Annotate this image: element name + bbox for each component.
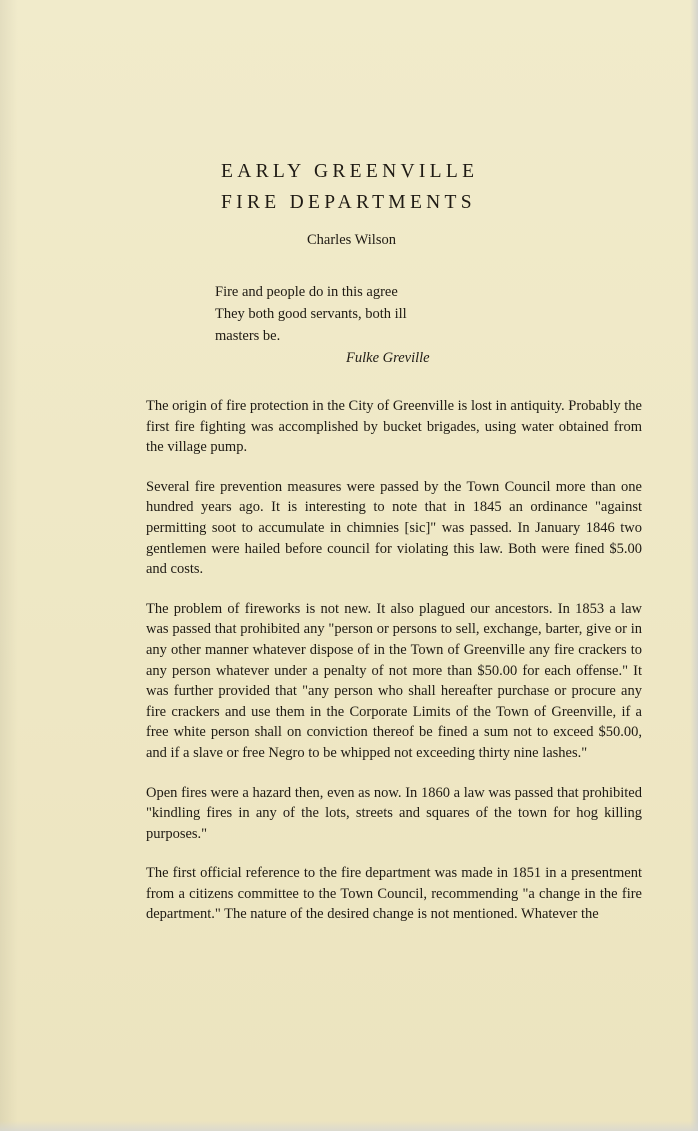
article-title bbox=[221, 156, 478, 218]
epigraph-attribution: Fulke Greville bbox=[346, 350, 430, 366]
page-right-edge bbox=[690, 0, 698, 1131]
body-paragraph-1: The origin of fire protection in the City of Greenville is lost in antiquity. Probably the first fire fighting was accomplished by bucket brigades, using water obtained from the village pump. bbox=[146, 398, 642, 456]
page-bottom-edge bbox=[0, 1121, 698, 1131]
title-line-1: EARLY GREENVILLE bbox=[221, 161, 479, 182]
article-body bbox=[146, 396, 642, 944]
body-paragraph-4: Open fires were a hazard then, even as now. In 1860 a law was passed that prohibited "kindling fires in any of the lots, streets and squares of the town for hog killing purposes." bbox=[146, 784, 642, 842]
title-line-2: FIRE DEPARTMENTS bbox=[221, 192, 476, 213]
epigraph bbox=[215, 281, 515, 369]
epigraph-line-2: They both good servants, both ill bbox=[215, 306, 407, 322]
author-name: Charles Wilson bbox=[307, 232, 396, 248]
body-paragraph-3: The problem of fireworks is not new. It also plagued our ancestors. In 1853 a law was passed that prohibited any "person or persons to sell, exchange, barter, give or in any other manner whatever dispose of in the Town of Greenville any fire crackers to any person whatever under a penalty of not more than $50.00 for each offense." It was further provided that "any person who shall hereafter purchase or procure any fire crackers and use them in the Corporate Limits of the Town of Greenville, if a free white person shall on conviction thereof be fined a sum not to exceed $50.00, and if a slave or free Negro to be whipped not exceeding thirty nine lashes." bbox=[146, 600, 642, 761]
epigraph-line-1: Fire and people do in this agree bbox=[215, 284, 398, 300]
body-paragraph-2: Several fire prevention measures were passed by the Town Council more than one hundred years ago. It is interesting to note that in 1845 an ordinance "against permitting soot to accumulate in chimnies [sic]" was passed. In January 1846 two gentlemen were hailed before council for violating this law. Both were fined $5.00 and costs. bbox=[146, 478, 642, 578]
body-paragraph-5: The first official reference to the fire department was made in 1851 in a presentment from a citizens committee to the Town Council, recommending "a change in the fire department." The nature of the desired change is not mentioned. Whatever the bbox=[146, 865, 642, 923]
epigraph-line-3: masters be. bbox=[215, 328, 281, 344]
